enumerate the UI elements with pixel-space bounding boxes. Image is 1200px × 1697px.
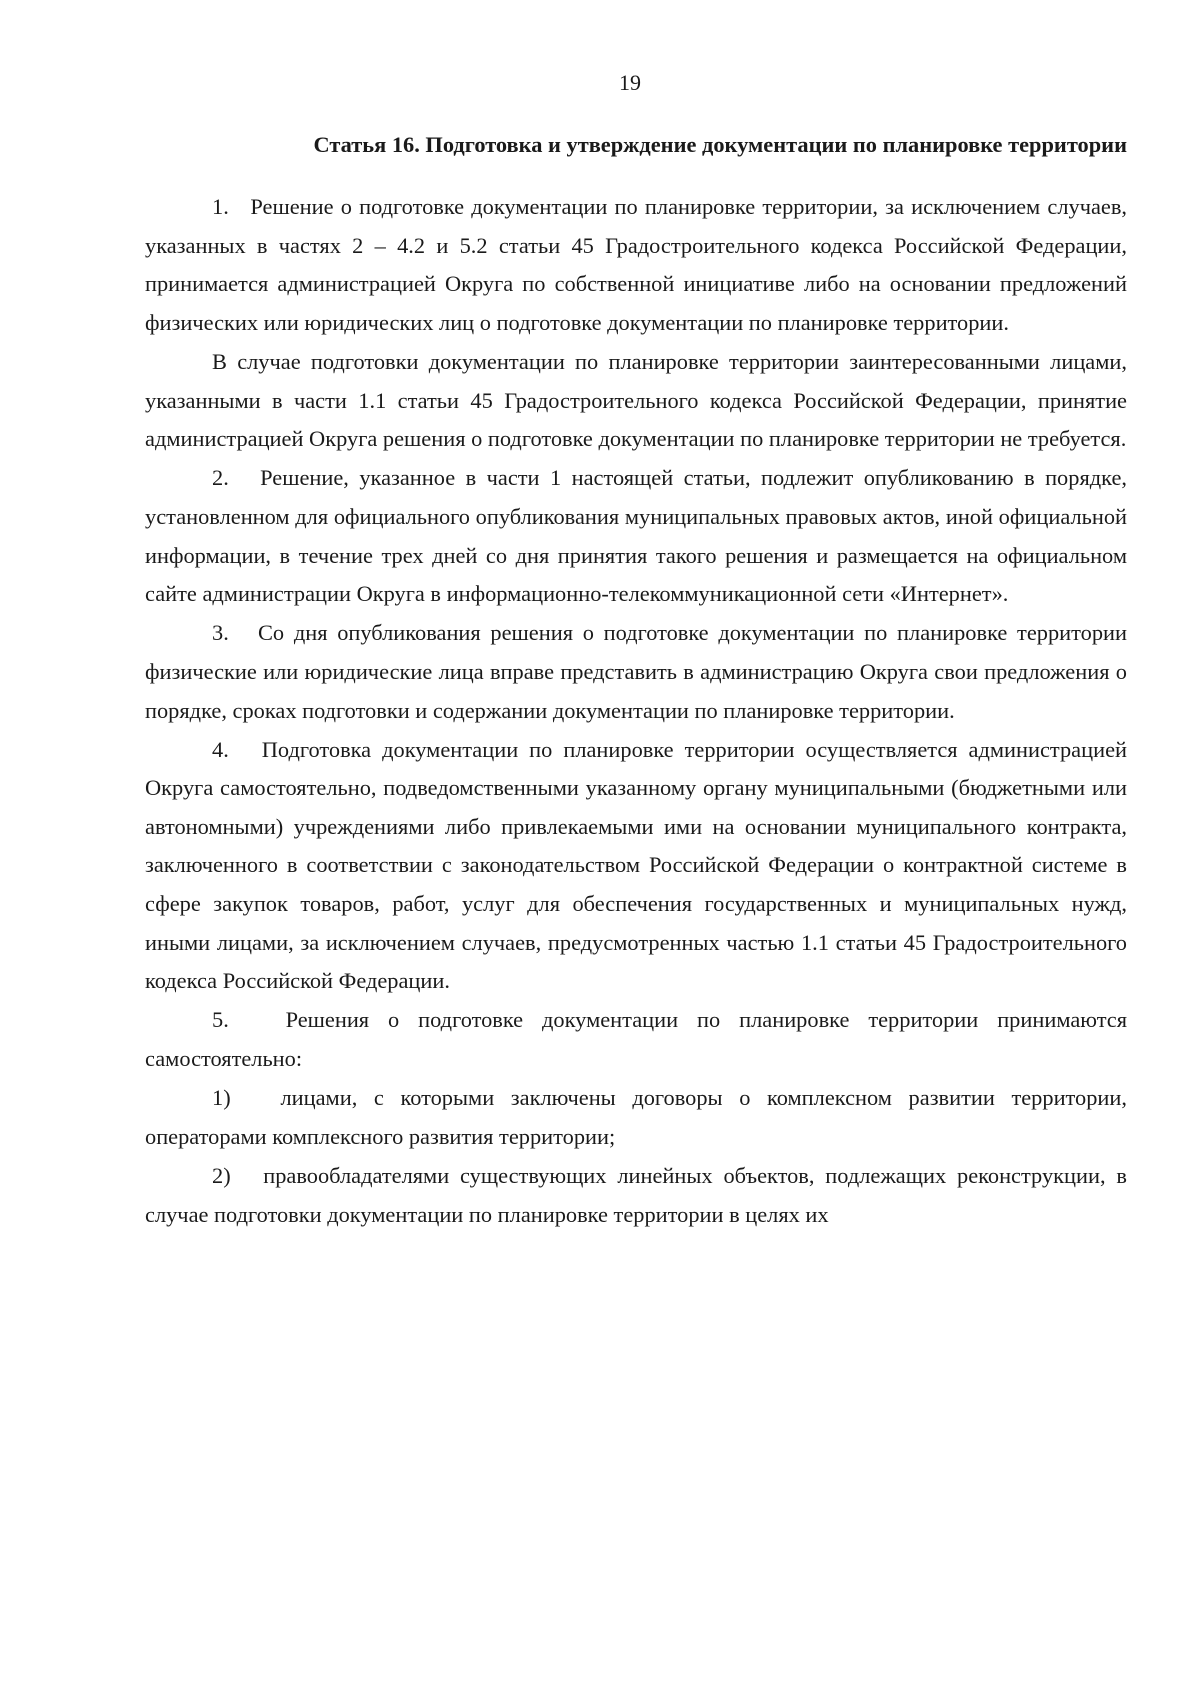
paragraph-text: Решение, указанное в части 1 настоящей статьи, подлежит опубликованию в порядке, установленном для официального опубликования муниципальных правовых актов, иной официальной информации, в течение трех дней со дня принятия такого решения и размещается на официальном сайте администрации Округа в информационно-телекоммуникационной сети «Интернет». [145,465,1127,607]
paragraph-text: Решения о подготовке документации по планировке территории принимаются самостоятельно: [145,1007,1127,1072]
paragraph [145,731,1127,1001]
paragraph [145,188,1127,342]
paragraph-text: Решение о подготовке документации по планировке территории, за исключением случаев, указанных в частях 2 – 4.2 и 5.2 статьи 45 Градостроительного кодекса Российской Федерации, принимается администрацией Округа по собственной инициативе либо на основании предложений физических или юридических лиц о подготовке документации по планировке территории. [145,194,1128,335]
article-heading: Статья 16. Подготовка и утверждение документации по планировке территории [313,132,1127,157]
list-item [145,1079,1127,1156]
list-item-text: правообладателями существующих линейных объектов, подлежащих реконструкции, в случае подготовки документации по планировке территории в целях их [145,1163,1127,1227]
list-item-text: лицами, с которыми заключены договоры о комплексном развитии территории, операторами комплексного развития территории; [145,1085,1127,1149]
list-item [145,1157,1127,1234]
paragraph-number: 5. [212,1007,229,1033]
document-body [145,130,1127,1235]
paragraph-text: Подготовка документации по планировке территории осуществляется администрацией Округа самостоятельно, подведомственными указанному органу муниципальными (бюджетными или автономными) учреждениями либо привлекаемыми ими на основании муниципального контракта, заключенного в соответствии с законодательством Российской Федерации о контрактной системе в сфере закупок товаров, работ, услуг для обеспечения государственных и муниципальных нужд, иными лицами, за исключением случаев, предусмотренных частью 1.1 статьи 45 Градостроительного кодекса Российской Федерации. [145,736,1127,994]
paragraph-text: Со дня опубликования решения о подготовке документации по планировке территории физические или юридические лица вправе представить в администрацию Округа свои предложения о порядке, сроках подготовки и содержании документации по планировке территории. [145,620,1127,723]
paragraph-number: 4. [212,736,229,762]
paragraph-number: 3. [212,620,229,646]
paragraph [145,343,1127,459]
paragraph-number: 2. [212,465,229,491]
paragraph [145,459,1127,613]
paragraph [145,1001,1127,1078]
paragraph-number: 1. [212,194,229,219]
paragraph [145,614,1127,730]
list-item-number: 2) [212,1163,231,1188]
page-number: 19 [619,70,641,95]
paragraph-text: В случае подготовки документации по планировке территории заинтересованными лицами, указанными в части 1.1 статьи 45 Градостроительного кодекса Российской Федерации, принятие администрацией Округа решения о подготовке документации по планировке территории не требуется. [145,348,1127,452]
list-item-number: 1) [212,1085,231,1111]
